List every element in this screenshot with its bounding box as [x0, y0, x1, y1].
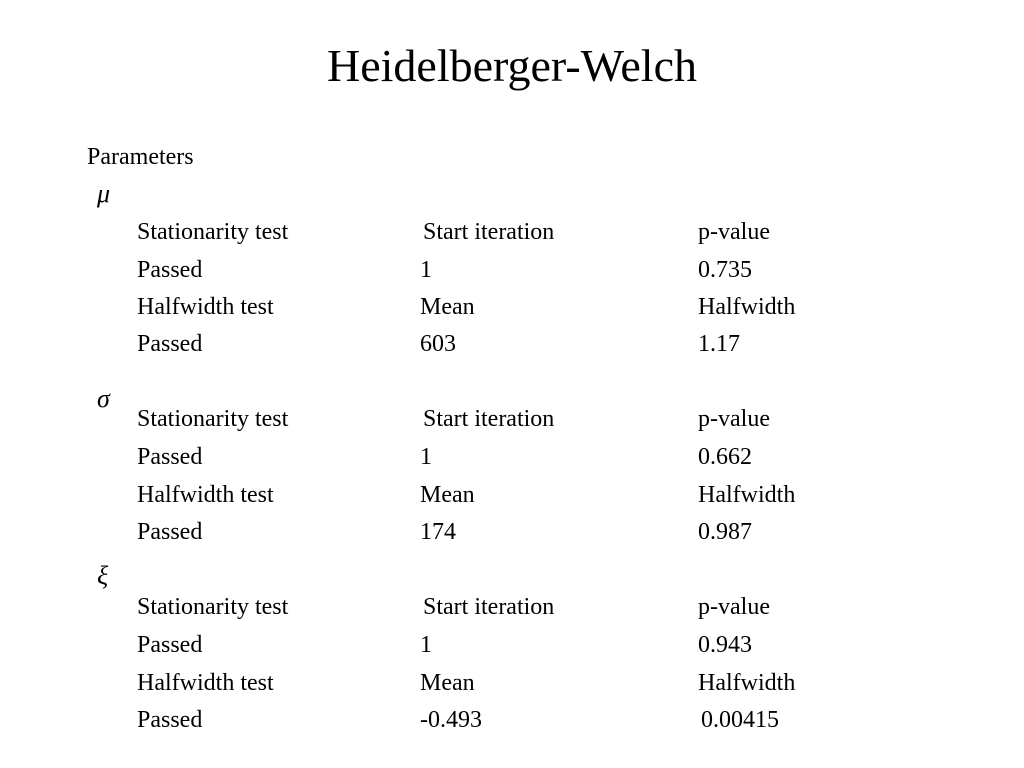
halfwidth-test-header: Halfwidth test [137, 294, 274, 320]
halfwidth-status: Passed [137, 331, 203, 357]
stationarity-status: Passed [137, 632, 203, 658]
xi-symbol: ξ [97, 561, 109, 590]
stationarity-test-header: Stationarity test [137, 406, 289, 432]
start-iteration-header: Start iteration [423, 594, 555, 620]
parameters-label: Parameters [87, 144, 194, 170]
halfwidth-test-header: Halfwidth test [137, 670, 274, 696]
halfwidth-status: Passed [137, 519, 203, 545]
sigma-symbol: σ [97, 384, 110, 413]
halfwidth-value: 1.17 [698, 331, 740, 357]
mean-header: Mean [420, 294, 475, 320]
halfwidth-header: Halfwidth [698, 294, 796, 320]
mu-symbol: μ [97, 179, 111, 208]
start-iteration-value: 1 [420, 257, 432, 283]
stationarity-test-header: Stationarity test [137, 219, 289, 245]
halfwidth-value: 0.987 [698, 519, 752, 545]
stationarity-test-header: Stationarity test [137, 594, 289, 620]
start-iteration-header: Start iteration [423, 406, 555, 432]
p-value-value: 0.943 [698, 632, 752, 658]
p-value-header: p-value [698, 594, 770, 620]
mean-header: Mean [420, 670, 475, 696]
stationarity-status: Passed [137, 444, 203, 470]
p-value-header: p-value [698, 406, 770, 432]
mean-value: -0.493 [420, 707, 482, 733]
halfwidth-header: Halfwidth [698, 670, 796, 696]
halfwidth-status: Passed [137, 707, 203, 733]
p-value-value: 0.662 [698, 444, 752, 470]
mean-value: 174 [420, 519, 456, 545]
halfwidth-test-header: Halfwidth test [137, 482, 274, 508]
start-iteration-header: Start iteration [423, 219, 555, 245]
start-iteration-value: 1 [420, 632, 432, 658]
mean-header: Mean [420, 482, 475, 508]
p-value-value: 0.735 [698, 257, 752, 283]
slide-title: Heidelberger-Welch [327, 40, 697, 91]
start-iteration-value: 1 [420, 444, 432, 470]
stationarity-status: Passed [137, 257, 203, 283]
p-value-header: p-value [698, 219, 770, 245]
halfwidth-value: 0.00415 [701, 707, 779, 733]
mean-value: 603 [420, 331, 456, 357]
halfwidth-header: Halfwidth [698, 482, 796, 508]
